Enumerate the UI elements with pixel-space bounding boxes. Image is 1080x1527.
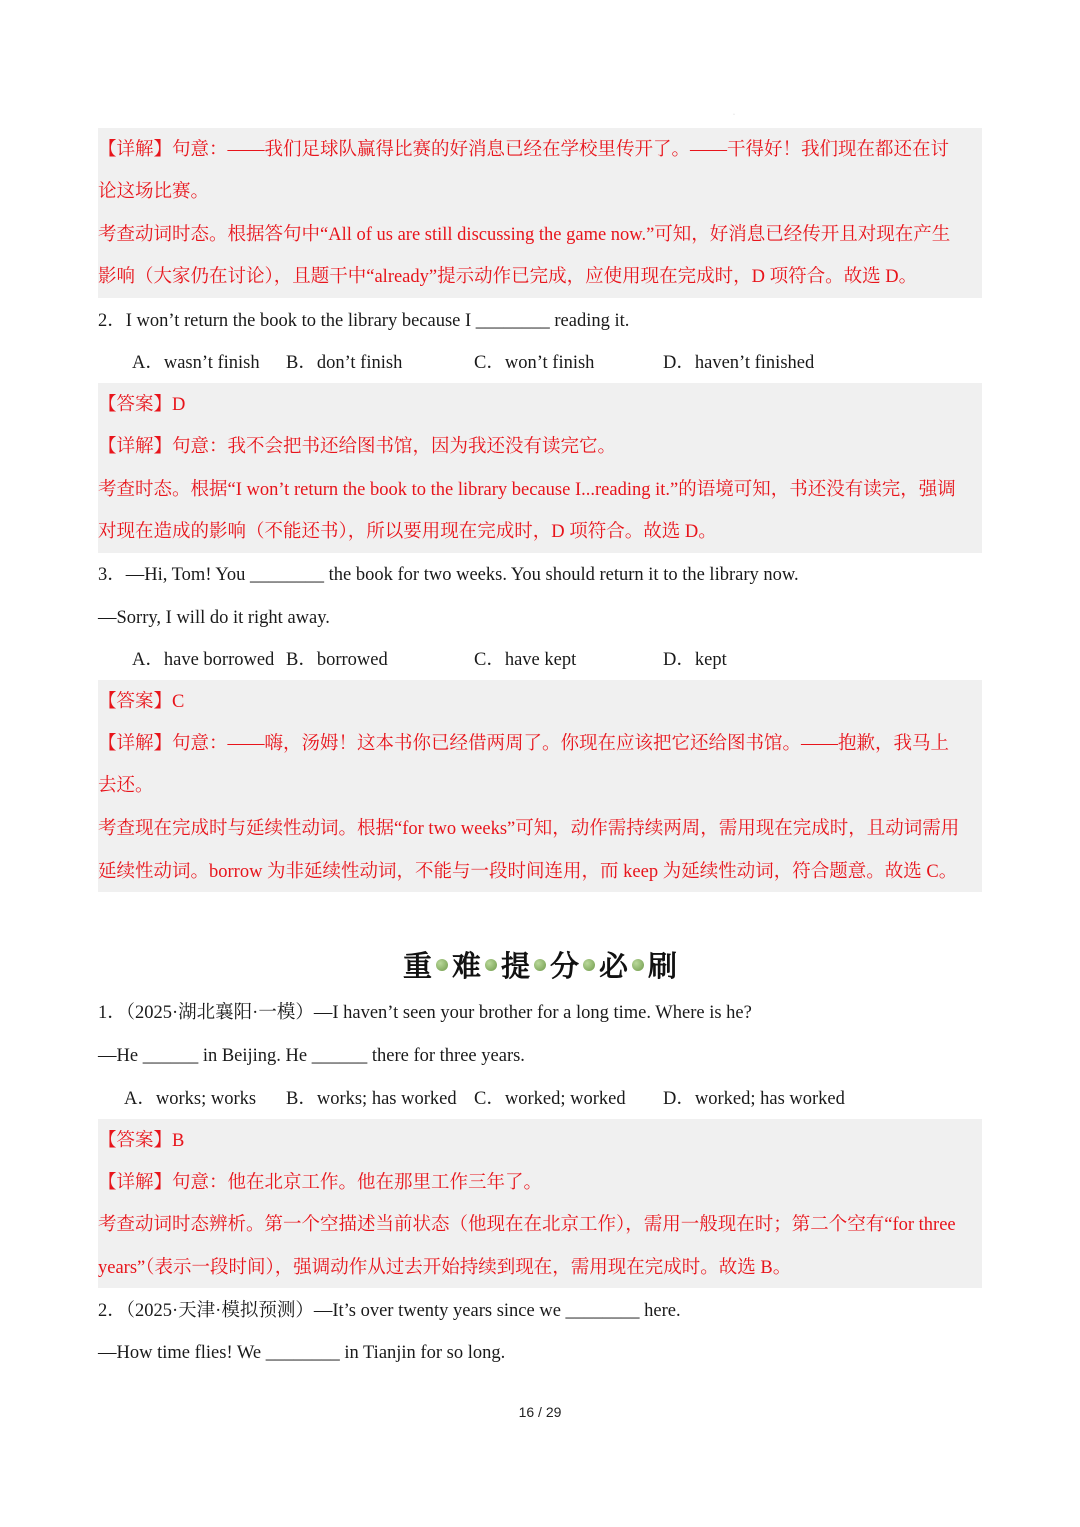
question-text: 2．（2025·天津·模拟预测）—It’s over twenty years since we ________ here. bbox=[98, 1301, 681, 1321]
analysis-text: 延续性动词。borrow 为非延续性动词，不能与一段时间连用，而 keep 为延续性动词，符合题意。故选 C。 bbox=[98, 862, 958, 882]
analysis-text: 对现在造成的影响（不能还书），所以要用现在完成时，D 项符合。故选 D。 bbox=[98, 522, 717, 542]
option-b: B．don’t finish bbox=[286, 353, 403, 373]
answer-text: 【答案】D bbox=[98, 395, 186, 415]
section-title-char: 必 bbox=[599, 949, 629, 983]
explain-text: 【详解】句意：——我们足球队赢得比赛的好消息已经在学校里传开了。——干得好！我们现在都还在讨 bbox=[98, 140, 950, 160]
explain-text: 【详解】句意：他在北京工作。他在那里工作三年了。 bbox=[98, 1173, 543, 1193]
option-a: A．works; works bbox=[124, 1089, 257, 1109]
option-b: B．works; has worked bbox=[286, 1089, 457, 1109]
question-text: 1．（2025·湖北襄阳·一模）—I haven’t seen your brother for a long time. Where is he? bbox=[98, 1003, 752, 1023]
explain-text: 论这场比赛。 bbox=[98, 182, 210, 202]
question-text: —Sorry, I will do it right away. bbox=[98, 608, 330, 628]
section-title-char: 难 bbox=[451, 949, 481, 983]
analysis-text: years”（表示一段时间），强调动作从过去开始持续到现在，需用现在完成时。故选 B。 bbox=[98, 1258, 792, 1278]
option-c: C．worked; worked bbox=[474, 1089, 626, 1109]
option-d: D．worked; has worked bbox=[663, 1089, 845, 1109]
section-title-char: 刷 bbox=[648, 949, 678, 983]
explain-text: 【详解】句意：——嗨，汤姆！这本书你已经借两周了。你现在应该把它还给图书馆。——抱歉，我马上 bbox=[98, 734, 950, 754]
question-text: —How time flies! We ________ in Tianjin for so long. bbox=[98, 1343, 506, 1363]
explain-text: 【详解】句意：我不会把书还给图书馆，因为我还没有读完它。 bbox=[98, 437, 617, 457]
section-title-char: 分 bbox=[550, 949, 580, 983]
answer-text: 【答案】C bbox=[98, 692, 185, 712]
option-c: C．won’t finish bbox=[474, 353, 595, 373]
option-d: D．kept bbox=[663, 650, 727, 670]
analysis-text: 影响（大家仍在讨论），且题干中“already”提示动作已完成，应使用现在完成时，D 项符合。故选 D。 bbox=[98, 267, 918, 287]
explain-text: 去还。 bbox=[98, 776, 154, 796]
option-a: A．wasn’t finish bbox=[132, 353, 260, 373]
option-d: D．haven’t finished bbox=[663, 353, 815, 373]
analysis-text: 考查动词时态辨析。第一个空描述当前状态（他现在在北京工作），需用一般现在时；第二个空有“for three bbox=[98, 1215, 956, 1235]
dot-icon bbox=[632, 959, 644, 971]
analysis-text: 考查动词时态。根据答句中“All of us are still discussing the game now.”可知，好消息已经传开且对现在产生 bbox=[98, 225, 951, 245]
analysis-text: 考查现在完成时与延续性动词。根据“for two weeks”可知，动作需持续两周，需用现在完成时，且动词需用 bbox=[98, 819, 960, 839]
answer-text: 【答案】B bbox=[98, 1131, 185, 1151]
question-text: 2．I won’t return the book to the library because I ________ reading it. bbox=[98, 311, 630, 331]
dot-icon bbox=[583, 959, 595, 971]
section-title-char: 重 bbox=[402, 949, 432, 983]
analysis-text: 考查时态。根据“I won’t return the book to the library because I...reading it.”的语境可知，书还没有读完，强调 bbox=[98, 480, 956, 500]
question-text: 3．—Hi, Tom! You ________ the book for two weeks. You should return it to the library now. bbox=[98, 565, 799, 585]
section-title-char: 提 bbox=[500, 949, 530, 983]
dot-icon bbox=[534, 959, 546, 971]
section-title bbox=[0, 942, 1080, 990]
option-b: B．borrowed bbox=[286, 650, 388, 670]
page-number: 16 / 29 bbox=[518, 1404, 562, 1420]
question-text: —He ______ in Beijing. He ______ there for three years. bbox=[98, 1046, 525, 1066]
dot-icon bbox=[485, 959, 497, 971]
decorative-dot: · bbox=[733, 112, 735, 118]
option-a: A．have borrowed bbox=[132, 650, 275, 670]
option-c: C．have kept bbox=[474, 650, 577, 670]
dot-icon bbox=[436, 959, 448, 971]
